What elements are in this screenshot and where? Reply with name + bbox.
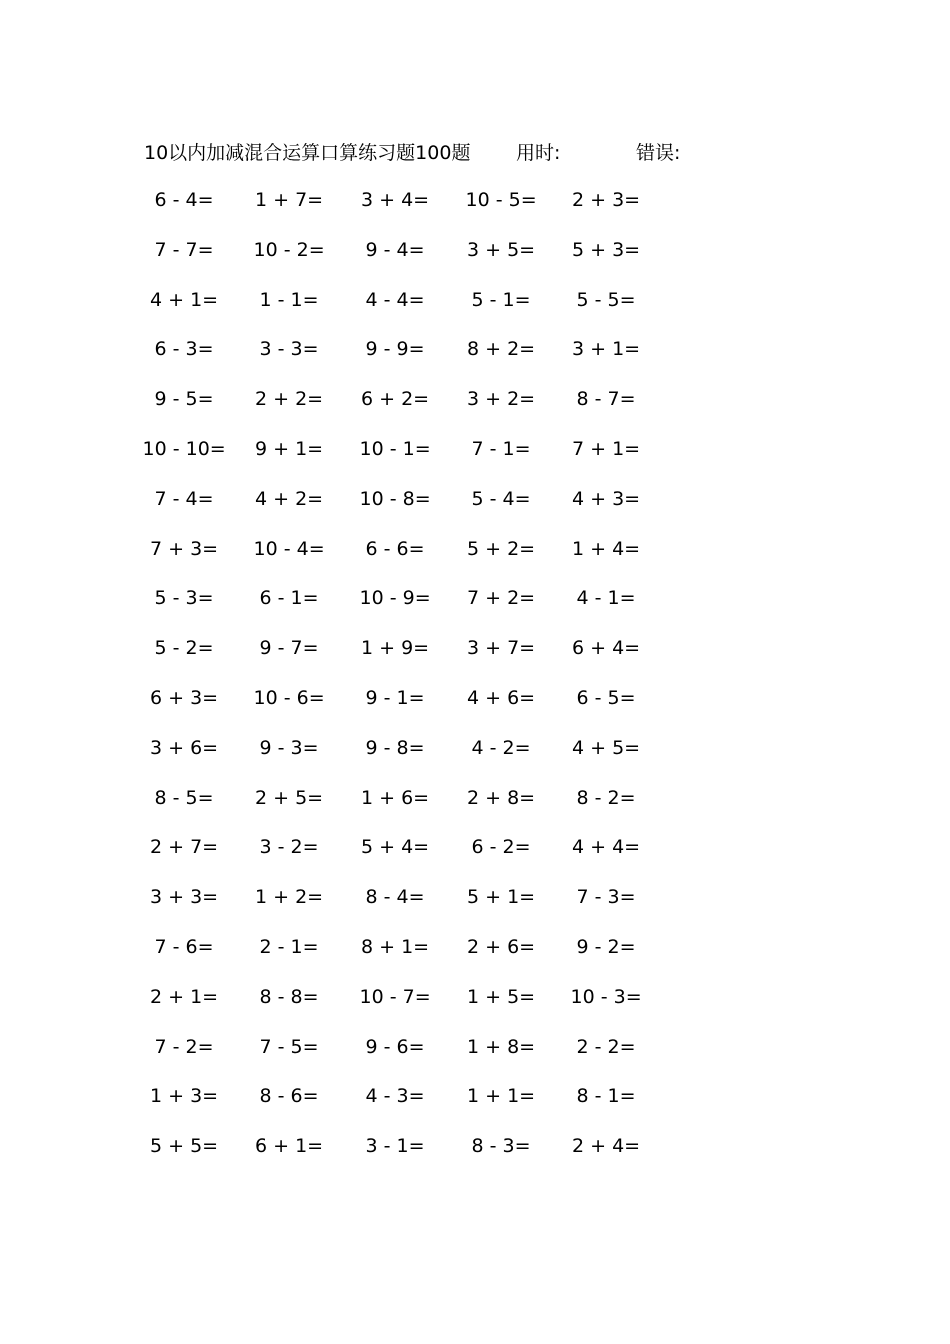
- arithmetic-problem: 3 - 3=: [259, 338, 319, 361]
- arithmetic-problem: 4 + 4=: [572, 836, 641, 859]
- arithmetic-problem: 3 + 5=: [467, 238, 536, 261]
- problem-row: [0, 932, 950, 962]
- arithmetic-problem: 4 + 2=: [255, 487, 324, 510]
- arithmetic-problem: 1 + 1=: [467, 1085, 536, 1108]
- arithmetic-problem: 3 + 7=: [467, 637, 536, 660]
- arithmetic-problem: 6 - 1=: [259, 587, 319, 610]
- arithmetic-problem: 10 - 8=: [359, 487, 431, 510]
- arithmetic-problem: 9 + 1=: [255, 438, 324, 460]
- arithmetic-problem: 8 - 7=: [576, 388, 636, 411]
- problem-row: [0, 683, 950, 713]
- problem-row: [0, 484, 950, 514]
- arithmetic-problem: 4 + 6=: [467, 687, 536, 709]
- problem-row: [0, 384, 950, 414]
- worksheet-header: [144, 136, 680, 166]
- arithmetic-problem: 9 - 4=: [365, 238, 425, 261]
- arithmetic-problem: 3 - 1=: [365, 1135, 425, 1158]
- arithmetic-problem: 3 + 4=: [361, 189, 430, 211]
- arithmetic-problem: 4 - 3=: [365, 1085, 425, 1108]
- arithmetic-problem: 2 + 8=: [467, 786, 536, 809]
- arithmetic-problem: 2 + 3=: [572, 189, 641, 211]
- arithmetic-problem: 6 + 4=: [572, 637, 641, 660]
- arithmetic-problem: 6 + 3=: [150, 687, 219, 709]
- arithmetic-problem: 4 - 4=: [365, 288, 425, 311]
- arithmetic-problem: 7 - 2=: [154, 1035, 214, 1058]
- arithmetic-problem: 8 - 4=: [365, 886, 425, 909]
- arithmetic-problem: 5 - 5=: [576, 288, 636, 311]
- arithmetic-problem: 4 - 2=: [471, 736, 531, 759]
- arithmetic-problem: 1 + 5=: [467, 985, 536, 1008]
- arithmetic-problem: 3 + 6=: [150, 736, 219, 759]
- problem-row: [0, 334, 950, 364]
- arithmetic-problem: 3 - 2=: [259, 836, 319, 859]
- arithmetic-problem: 10 - 1=: [359, 438, 431, 460]
- arithmetic-problem: 9 - 9=: [365, 338, 425, 361]
- arithmetic-problem: 6 - 6=: [365, 537, 425, 560]
- arithmetic-problem: 7 + 1=: [572, 438, 641, 460]
- arithmetic-problem: 1 + 4=: [572, 537, 641, 560]
- arithmetic-problem: 3 + 1=: [572, 338, 641, 361]
- arithmetic-problem: 8 - 1=: [576, 1085, 636, 1108]
- arithmetic-problem: 5 + 5=: [150, 1135, 219, 1158]
- time-used-label: 用时:: [516, 141, 561, 164]
- arithmetic-problem: 9 - 7=: [259, 637, 319, 660]
- problem-row: [0, 185, 950, 215]
- arithmetic-problem: 2 + 2=: [255, 388, 324, 411]
- arithmetic-problem: 4 + 3=: [572, 487, 641, 510]
- arithmetic-problem: 7 - 5=: [259, 1035, 319, 1058]
- arithmetic-problem: 1 + 3=: [150, 1085, 219, 1108]
- problem-row: [0, 434, 950, 464]
- arithmetic-problem: 1 + 7=: [255, 189, 324, 211]
- arithmetic-problem: 6 - 3=: [154, 338, 214, 361]
- arithmetic-problem: 4 + 5=: [572, 736, 641, 759]
- problem-row: [0, 783, 950, 813]
- arithmetic-problem: 6 - 4=: [154, 189, 214, 211]
- arithmetic-problem: 2 + 6=: [467, 936, 536, 958]
- problem-row: [0, 882, 950, 912]
- arithmetic-problem: 7 - 6=: [154, 936, 214, 958]
- arithmetic-problem: 8 - 3=: [471, 1135, 531, 1158]
- arithmetic-problem: 7 + 3=: [150, 537, 219, 560]
- problem-row: [0, 733, 950, 763]
- arithmetic-problem: 8 - 5=: [154, 786, 214, 809]
- arithmetic-problem: 9 - 5=: [154, 388, 214, 411]
- arithmetic-problem: 7 - 3=: [576, 886, 636, 909]
- arithmetic-problem: 4 + 1=: [150, 288, 219, 311]
- arithmetic-problem: 1 + 6=: [361, 786, 430, 809]
- arithmetic-problem: 8 + 1=: [361, 936, 430, 958]
- arithmetic-problem: 7 - 4=: [154, 487, 214, 510]
- arithmetic-problem: 7 - 7=: [154, 238, 214, 261]
- arithmetic-problem: 6 + 2=: [361, 388, 430, 411]
- problem-row: [0, 1131, 950, 1161]
- arithmetic-problem: 9 - 1=: [365, 687, 425, 709]
- arithmetic-problem: 10 - 6=: [253, 687, 325, 709]
- arithmetic-problem: 6 - 5=: [576, 687, 636, 709]
- arithmetic-problem: 10 - 5=: [465, 189, 537, 211]
- problem-row: [0, 534, 950, 564]
- arithmetic-problem: 5 + 2=: [467, 537, 536, 560]
- arithmetic-problem: 9 - 8=: [365, 736, 425, 759]
- arithmetic-problem: 3 + 3=: [150, 886, 219, 909]
- arithmetic-problem: 1 + 9=: [361, 637, 430, 660]
- arithmetic-problem: 5 + 3=: [572, 238, 641, 261]
- arithmetic-problem: 2 + 4=: [572, 1135, 641, 1158]
- arithmetic-problem: 7 - 1=: [471, 438, 531, 460]
- problem-row: [0, 583, 950, 613]
- arithmetic-problem: 5 - 2=: [154, 637, 214, 660]
- arithmetic-problem: 8 + 2=: [467, 338, 536, 361]
- arithmetic-problem: 10 - 10=: [142, 438, 226, 460]
- arithmetic-problem: 10 - 9=: [359, 587, 431, 610]
- arithmetic-problem: 8 - 6=: [259, 1085, 319, 1108]
- arithmetic-problem: 1 + 2=: [255, 886, 324, 909]
- arithmetic-problem: 5 + 4=: [361, 836, 430, 859]
- arithmetic-problem: 10 - 4=: [253, 537, 325, 560]
- arithmetic-problem: 10 - 7=: [359, 985, 431, 1008]
- problem-row: [0, 633, 950, 663]
- problem-row: [0, 982, 950, 1012]
- arithmetic-problem: 5 + 1=: [467, 886, 536, 909]
- arithmetic-problem: 5 - 1=: [471, 288, 531, 311]
- worksheet-title: 10以内加减混合运算口算练习题100题: [144, 141, 471, 164]
- arithmetic-problem: 9 - 2=: [576, 936, 636, 958]
- arithmetic-problem: 7 + 2=: [467, 587, 536, 610]
- arithmetic-problem: 9 - 3=: [259, 736, 319, 759]
- problem-row: [0, 1081, 950, 1111]
- problem-row: [0, 832, 950, 862]
- arithmetic-problem: 8 - 2=: [576, 786, 636, 809]
- arithmetic-problem: 1 - 1=: [259, 288, 319, 311]
- arithmetic-problem: 6 + 1=: [255, 1135, 324, 1158]
- arithmetic-problem: 1 + 8=: [467, 1035, 536, 1058]
- arithmetic-problem: 3 + 2=: [467, 388, 536, 411]
- arithmetic-problem: 2 - 1=: [259, 936, 319, 958]
- arithmetic-problem: 5 - 4=: [471, 487, 531, 510]
- problem-row: [0, 285, 950, 315]
- arithmetic-problem: 10 - 2=: [253, 238, 325, 261]
- arithmetic-problem: 6 - 2=: [471, 836, 531, 859]
- arithmetic-problem: 2 + 1=: [150, 985, 219, 1008]
- arithmetic-problem: 2 + 7=: [150, 836, 219, 859]
- arithmetic-problem: 4 - 1=: [576, 587, 636, 610]
- arithmetic-problem: 2 + 5=: [255, 786, 324, 809]
- arithmetic-problem: 2 - 2=: [576, 1035, 636, 1058]
- arithmetic-problem: 9 - 6=: [365, 1035, 425, 1058]
- error-count-label: 错误:: [636, 141, 681, 164]
- problem-row: [0, 1032, 950, 1062]
- arithmetic-problem: 10 - 3=: [570, 985, 642, 1008]
- arithmetic-problem: 8 - 8=: [259, 985, 319, 1008]
- arithmetic-problem: 5 - 3=: [154, 587, 214, 610]
- problem-row: [0, 235, 950, 265]
